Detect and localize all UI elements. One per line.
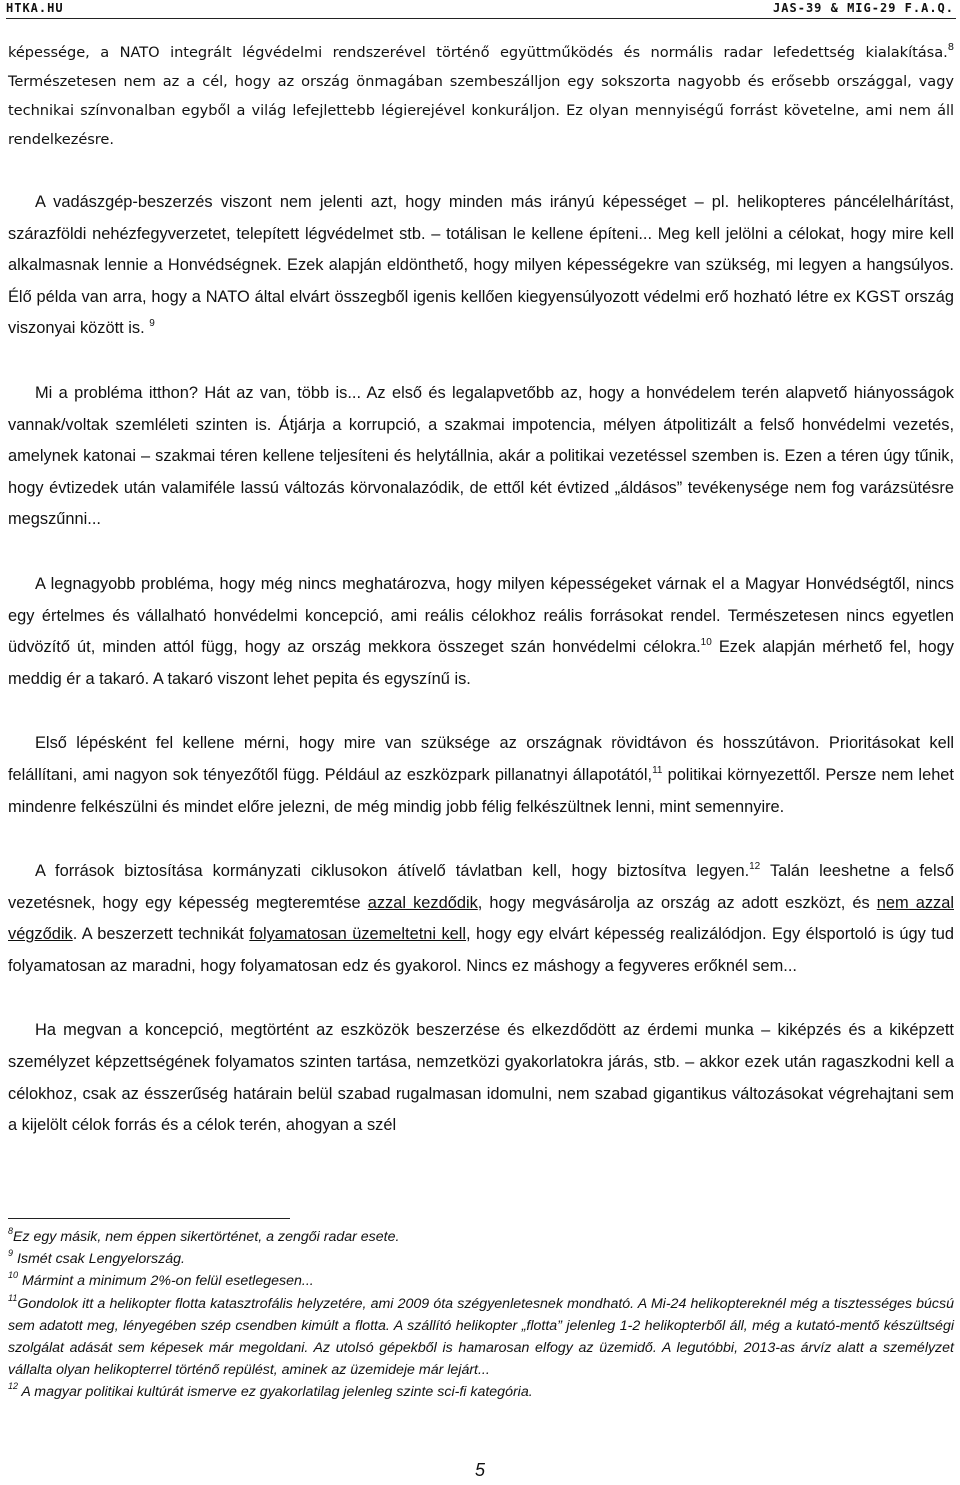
paragraph-3: Mi a probléma itthon? Hát az van, több is... Az első és legalapvetőbb az, hogy a honvédelem terén alapvető hiányosságok vannak/voltak szemléleti szinten is. Átjárja a korrupció, a szakmai impotencia, mélyen átpolitizált a felső honvédelmi vezetés, amelynek katonai – szakmai téren kellene teljesíteni és helytállnia, akár a politikai vezetéssel szemben is. Ezen a téren úgy tűnik, hogy évtizedek után valamiféle lassú változás körvonalazódik, de ettől két évtized „áldásos” tevékenysége nem fog varázsütésre megszűnni... [8, 383, 954, 529]
paragraph-2-text: A vadászgép-beszerzés viszont nem jelenti azt, hogy minden más irányú képességet – pl. helikopteres páncélelhárítást, szárazföldi nehézfegyverzetet, telepített légvédelmet stb. – totálisan le kellene építeni... Meg kell jelölni a célokat, hogy mire kell alkalmasnak lennie a Honvédségnek. Ezek alapján eldönthető, hogy milyen képességekre van szükség, mi legyen a hangsúlyos. Élő példa van arra, hogy a NATO által elvárt összegből igenis kellően kiegyensúlyozott védelmi erő hozható létre ex KGST ország viszonyai között is. [8, 193, 954, 338]
paragraph-4-text-a: A legnagyobb probléma, hogy még nincs meghatározva, hogy milyen képességeket várnak el a Magyar Honvédségtől, nincs egy értelmes és vállalható honvédelmi koncepció, ami reális célokhoz reális forrásokat rendel. Természetesen nincs egyetlen üdvözítő út, minden attól függ, hogy az ország mekkora összeget szán honvédelmi célokra. [8, 574, 954, 657]
underlined-phrase-1: azzal kezdődik [367, 893, 478, 912]
footnote-9 [8, 1248, 954, 1270]
footnote-text: A magyar politikai kultúrát ismerve ez gyakorlatilag jelenleg szinte sci-fi kategória. [18, 1384, 533, 1401]
paragraph-5-text-b: politikai környezettől. Persze nem lehet mindenre felkészülni és mindet előre jelezni, de még mindig jobb félig felkészültnek lenni, mint semennyire. [8, 765, 954, 816]
article-body [8, 38, 954, 1142]
paragraph-2 [8, 187, 954, 345]
footnote-ref-10: 10 [700, 637, 712, 649]
footnote-number: 9 [8, 1248, 14, 1259]
footnote-ref-8: 8 [947, 42, 954, 53]
header-document-title: JAS-39 & MIG-29 F.A.Q. [773, 1, 954, 15]
footnote-text: Ismét csak Lengyelország. [13, 1251, 185, 1268]
footnote-ref-9: 9 [149, 318, 155, 330]
footnote-number: 11 [8, 1292, 18, 1303]
footnote-number: 12 [8, 1381, 19, 1392]
paragraph-6 [8, 856, 954, 982]
footnote-12 [8, 1381, 954, 1403]
paragraph-6-text-e: , hogy egy elvárt képesség realizálódjon. Egy élsportoló is úgy tud folyamatosan az maradni, hogy folyamatosan edz és gyakorol. Nincs ez máshogy a fegyveres erőknél sem... [8, 925, 954, 975]
footnote-divider [8, 1218, 290, 1219]
footnote-text: Gondolok itt a helikopter flotta katasztrofális helyzetére, ami 2009 óta szégyenletesnek mondható. A Mi-24 helikoptereknél még a tisztességes búcsú sem adatott meg, lényegében szép csendben kimúlt a flotta. A szállító helikopter „flotta” jelenleg 1-2 helikopterből áll, még a kutató-mentő készültségi szolgálat adását sem képesek már megoldani. Az utolsó gépekből is hamarosan elfogy az üzemidő. A legutóbbi, 2013-as árvíz alatt a személyzet vállalta olyan helikopterrel történő repülést, aminek az üzemideje már lejárt... [8, 1295, 954, 1379]
underlined-phrase-3: folyamatosan üzemeltetni kell [249, 925, 467, 944]
footnote-ref-11: 11 [652, 764, 663, 776]
page-number: 5 [474, 1460, 485, 1480]
paragraph-4 [8, 569, 954, 695]
paragraph-5 [8, 728, 954, 823]
paragraph-4-text-b: Ezek alapján mérhető fel, hogy meddig ér a takaró. A takaró viszont lehet pepita és egyszínű is. [8, 638, 954, 688]
paragraph-6-text-b: Talán leeshetne a felső vezetésnek, hogy egy képesség megteremtése [8, 862, 954, 912]
underlined-phrase-2: nem azzal végződik [8, 893, 954, 944]
page-header [6, 0, 956, 19]
footnote-10 [8, 1270, 954, 1292]
paragraph-1-text-a: képessége, a NATO integrált légvédelmi rendszerével történő együttműködés és normális radar lefedettség kialakítása. [8, 44, 948, 61]
paragraph-6-text-d: . A beszerzett technikát [72, 925, 250, 944]
paragraph-1-text-b: Természetesen nem az a cél, hogy az ország önmagában szembeszálljon egy sokszorta nagyobb és erősebb országgal, vagy technikai színvonalban egyből a világ lefejlettebb légierejével konkuráljon. Ez olyan mennyiségű forrást követelne, ami nem áll rendelkezésre. [8, 73, 954, 148]
paragraph-6-text-c: , hogy megvásárolja az ország az adott eszközt, és [477, 893, 877, 912]
footnote-ref-12: 12 [749, 861, 761, 873]
footnote-number: 10 [8, 1270, 19, 1281]
footnote-number: 8 [8, 1226, 14, 1236]
footnotes [8, 1226, 954, 1404]
footnote-text: Ez egy másik, nem éppen sikertörténet, a zengői radar esete. [13, 1229, 400, 1245]
header-site-name: HTKA.HU [6, 1, 64, 15]
footnote-text: Mármint a minimum 2%-on felül esetlegesen... [18, 1273, 314, 1290]
paragraph-6-text-a: A források biztosítása kormányzati ciklusokon átívelő távlatban kell, hogy biztosítva legyen. [35, 862, 750, 881]
footnote-8 [8, 1226, 954, 1248]
paragraph-5-text-a: Első lépésként fel kellene mérni, hogy mire van szüksége az országnak rövidtávon és hosszútávon. Prioritásokat kell felállítani, ami nagyon sok tényezőtől függ. Például az eszközpark pillanatnyi állapotától, [8, 734, 954, 784]
paragraph-7: Ha megvan a koncepció, megtörtént az eszközök beszerzése és elkezdődött az érdemi munka – kiképzés és a kiképzett személyzet képzettségének folyamatos szinten tartása, nemzetközi gyakorlatokra járás, stb. – akkor ezek után ragaszkodni kell a célokhoz, csak az ésszerűség határain belül szabad rugalmasan idomulni, nem szabad gigantikus változásokat végrehajtani sem a kijelölt célok forrás és a célok terén, ahogyan a szél [8, 1021, 954, 1135]
footnote-11 [8, 1293, 954, 1382]
paragraph-1 [8, 38, 954, 154]
